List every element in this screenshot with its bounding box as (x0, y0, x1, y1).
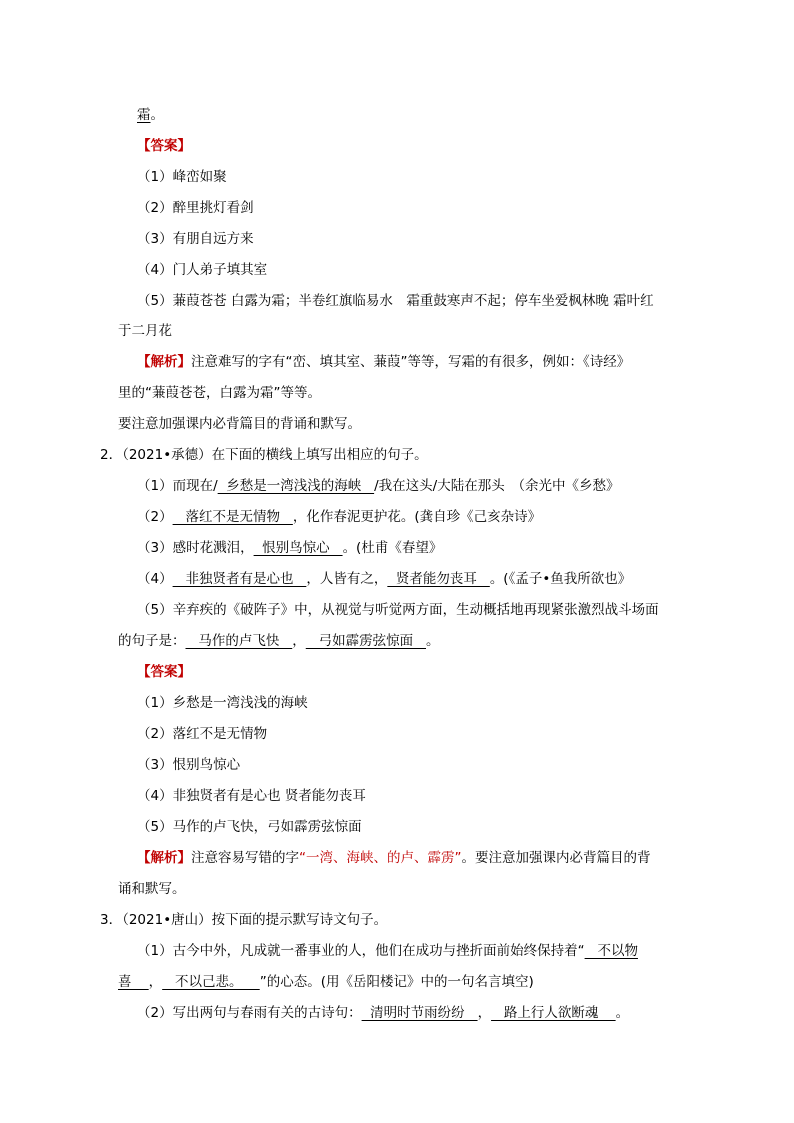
blank-answer: 贤者能勿丧耳 (387, 571, 490, 587)
answer-line: （1）峰峦如聚 (137, 169, 227, 185)
question-header: 3．（2021•唐山）按下面的提示默写诗文句子。 (100, 912, 388, 928)
blank-answer: 不以物 (584, 943, 638, 959)
analysis-tag: 【解析】 (137, 354, 191, 370)
answer-tag: 【答案】 (137, 138, 191, 154)
answer-tag: 【答案】 (137, 664, 191, 680)
analysis-line: 里的“蒹葭苍苍，白露为霜”等等。 (118, 385, 321, 401)
blank-answer: 清明时节雨纷纷 (361, 1005, 478, 1021)
blank-answer: 霜 (137, 107, 151, 123)
question-header: 2．（2021•承德）在下面的横线上填写出相应的句子。 (100, 447, 428, 463)
blank-answer: 恨别鸟惊心 (253, 540, 343, 556)
answer-line: （2）醉里挑灯看剑 (137, 200, 254, 216)
analysis: 【解析】注意容易写错的字“一湾、海峡、的卢、霹雳”。要注意加强课内必背篇目的背 (137, 850, 651, 866)
question-item-continued: 的句子是： 马作的卢飞快 ， 弓如霹雳弦惊面 。 (118, 633, 440, 649)
answer-line: （5）马作的卢飞快，弓如霹雳弦惊面 (137, 819, 362, 835)
blank-answer: 乡愁是一湾浅浅的海峡 (217, 478, 375, 494)
answer-line: （5）蒹葭苍苍 白露为霜；半卷红旗临易水 霜重鼓寒声不起；停车坐爱枫林晚 霜叶红 (137, 293, 654, 309)
analysis-line: 要注意加强课内必背篇目的背诵和默写。 (118, 416, 361, 432)
question-item-continued: 喜 ， 不以己悲。 ”的心态。(用《岳阳楼记》中的一句名言填空) (118, 974, 534, 990)
analysis: 【解析】注意难写的字有“峦、填其室、蒹葭”等等，写霜的有很多，例如：《诗经》 (137, 354, 631, 370)
answer-line: （3）恨别鸟惊心 (137, 757, 241, 773)
answer-line: （4）门人弟子填其室 (137, 262, 268, 278)
blank-answer: 马作的卢飞快 (185, 633, 293, 649)
answer-line: （4）非独贤者有是心也 贤者能勿丧耳 (137, 788, 366, 804)
answer-line: （1）乡愁是一湾浅浅的海峡 (137, 695, 308, 711)
answer-line-continued: 于二月花 (118, 323, 172, 339)
question-item: （1）而现在/ 乡愁是一湾浅浅的海峡 /我在这头/大陆在那头 （余光中《乡愁》 (137, 478, 620, 494)
blank-answer: 非独贤者有是心也 (172, 571, 307, 587)
answer-line: （3）有朋自远方来 (137, 231, 254, 247)
blank-answer: 不以己悲。 (162, 974, 260, 990)
question-item: （5）辛弃疾的《破阵子》中，从视觉与听觉两方面，生动概括地再现紧张激烈战斗场面 (137, 602, 659, 618)
blank-answer: 喜 (118, 974, 149, 990)
question-item: （2） 落红不是无情物 ，化作春泥更护花。(龚自珍《己亥杂诗》 (137, 509, 542, 525)
question-item: （2）写出两句与春雨有关的古诗句： 清明时节雨纷纷 ， 路上行人欲断魂 。 (137, 1005, 630, 1021)
answer-line: （2）落红不是无情物 (137, 726, 268, 742)
top-fragment: 霜。 (137, 107, 164, 123)
analysis-line: 诵和默写。 (118, 881, 186, 897)
analysis-tag: 【解析】 (137, 850, 191, 866)
blank-answer: 路上行人欲断魂 (491, 1005, 616, 1021)
question-item: （1）古今中外，凡成就一番事业的人，他们在成功与挫折面前始终保持着“ 不以物 (137, 943, 638, 959)
blank-answer: 落红不是无情物 (172, 509, 293, 525)
highlighted-words: “一湾、海峡、的卢、霹雳” (299, 850, 462, 866)
blank-answer: 弓如霹雳弦惊面 (305, 633, 426, 649)
question-item: （4） 非独贤者有是心也 ，人皆有之， 贤者能勿丧耳 。(《孟子•鱼我所欲也》 (137, 571, 632, 587)
question-item: （3）感时花溅泪， 恨别鸟惊心 。(杜甫《春望》 (137, 540, 443, 556)
